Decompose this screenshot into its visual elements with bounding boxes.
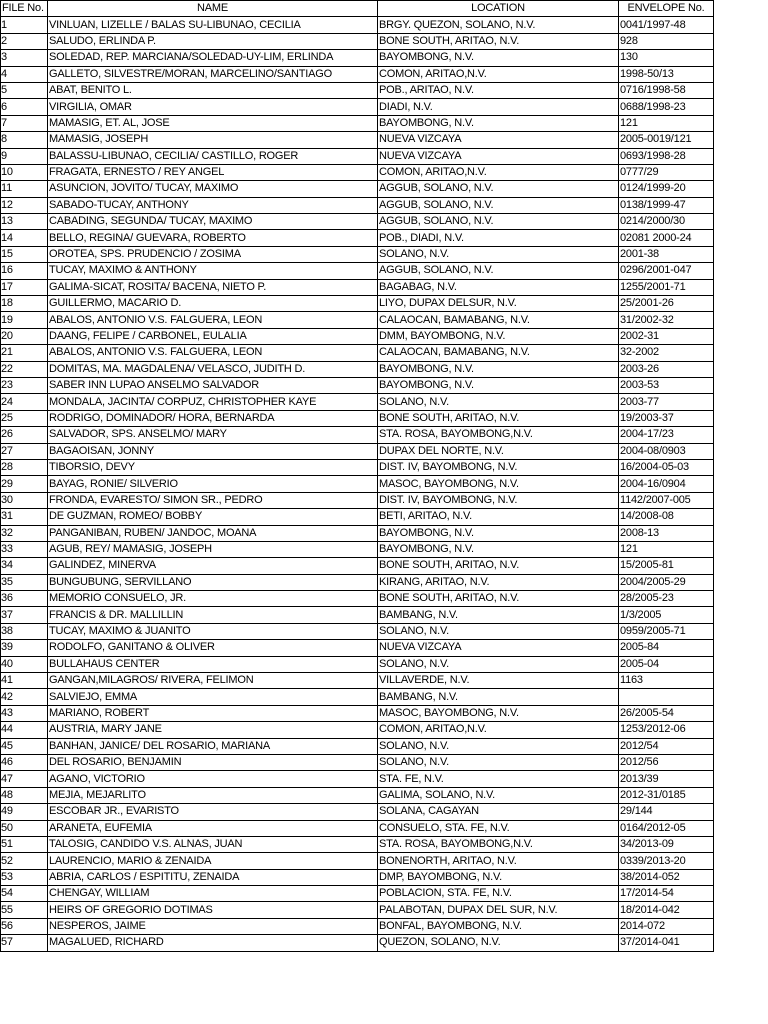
location-cell: VILLAVERDE, N.V. <box>378 673 619 689</box>
file-no-cell: 1 <box>1 17 48 33</box>
file-no-cell: 11 <box>1 181 48 197</box>
file-no-cell: 39 <box>1 640 48 656</box>
envelope-no-cell: 928 <box>619 33 714 49</box>
location-cell: BRGY. QUEZON, SOLANO, N.V. <box>378 17 619 33</box>
envelope-no-cell: 2005-04 <box>619 656 714 672</box>
envelope-no-cell: 32-2002 <box>619 345 714 361</box>
table-row <box>1 804 714 820</box>
envelope-no-cell: 2004-17/23 <box>619 427 714 443</box>
envelope-no-cell: 2003-53 <box>619 377 714 393</box>
table-row <box>1 279 714 295</box>
table-row <box>1 33 714 49</box>
location-cell: NUEVA VIZCAYA <box>378 640 619 656</box>
file-no-cell: 6 <box>1 99 48 115</box>
table-row <box>1 591 714 607</box>
table-row <box>1 656 714 672</box>
header-location: LOCATION <box>378 1 619 17</box>
envelope-no-cell: 37/2014-041 <box>619 935 714 951</box>
table-row <box>1 509 714 525</box>
envelope-no-cell: 121 <box>619 115 714 131</box>
name-cell: SALUDO, ERLINDA P. <box>48 33 378 49</box>
location-cell: SOLANO, N.V. <box>378 623 619 639</box>
name-cell: BALASSU-LIBUNAO, CECILIA/ CASTILLO, ROGER <box>48 148 378 164</box>
table-row <box>1 394 714 410</box>
envelope-no-cell: 2008-13 <box>619 525 714 541</box>
table-row <box>1 66 714 82</box>
table-row <box>1 705 714 721</box>
location-cell: AGGUB, SOLANO, N.V. <box>378 263 619 279</box>
envelope-no-cell: 1255/2001-71 <box>619 279 714 295</box>
name-cell: RODRIGO, DOMINADOR/ HORA, BERNARDA <box>48 410 378 426</box>
envelope-no-cell: 26/2005-54 <box>619 705 714 721</box>
location-cell: PALABOTAN, DUPAX DEL SUR, N.V. <box>378 902 619 918</box>
name-cell: ABALOS, ANTONIO V.S. FALGUERA, LEON <box>48 345 378 361</box>
envelope-no-cell: 0041/1997-48 <box>619 17 714 33</box>
location-cell: BAYOMBONG, N.V. <box>378 115 619 131</box>
file-no-cell: 56 <box>1 918 48 934</box>
file-no-cell: 41 <box>1 673 48 689</box>
location-cell: DUPAX DEL NORTE, N.V. <box>378 443 619 459</box>
table-row <box>1 902 714 918</box>
name-cell: SABADO-TUCAY, ANTHONY <box>48 197 378 213</box>
file-no-cell: 38 <box>1 623 48 639</box>
file-no-cell: 54 <box>1 886 48 902</box>
header-row <box>1 1 714 17</box>
name-cell: GANGAN,MILAGROS/ RIVERA, FELIMON <box>48 673 378 689</box>
file-no-cell: 57 <box>1 935 48 951</box>
envelope-no-cell: 2012-31/0185 <box>619 787 714 803</box>
table-row <box>1 148 714 164</box>
location-cell: STA. ROSA, BAYOMBONG,N.V. <box>378 836 619 852</box>
file-no-cell: 20 <box>1 328 48 344</box>
table-row <box>1 410 714 426</box>
table-row <box>1 738 714 754</box>
table-row <box>1 623 714 639</box>
name-cell: TUCAY, MAXIMO & JUANITO <box>48 623 378 639</box>
envelope-no-cell: 1998-50/13 <box>619 66 714 82</box>
file-no-cell: 34 <box>1 558 48 574</box>
location-cell: SOLANO, N.V. <box>378 394 619 410</box>
file-no-cell: 17 <box>1 279 48 295</box>
name-cell: BULLAHAUS CENTER <box>48 656 378 672</box>
table-row <box>1 50 714 66</box>
envelope-no-cell: 29/144 <box>619 804 714 820</box>
table-row <box>1 82 714 98</box>
envelope-no-cell: 14/2008-08 <box>619 509 714 525</box>
file-no-cell: 32 <box>1 525 48 541</box>
name-cell: SABER INN LUPAO ANSELMO SALVADOR <box>48 377 378 393</box>
table-row <box>1 312 714 328</box>
location-cell: BAMBANG, N.V. <box>378 689 619 705</box>
name-cell: MAMASIG, JOSEPH <box>48 132 378 148</box>
file-no-cell: 24 <box>1 394 48 410</box>
table-row <box>1 492 714 508</box>
file-no-cell: 37 <box>1 607 48 623</box>
envelope-no-cell: 34/2013-09 <box>619 836 714 852</box>
name-cell: AGUB, REY/ MAMASIG, JOSEPH <box>48 541 378 557</box>
envelope-no-cell: 15/2005-81 <box>619 558 714 574</box>
table-row <box>1 263 714 279</box>
name-cell: GALLETO, SILVESTRE/MORAN, MARCELINO/SANTIAGO <box>48 66 378 82</box>
table-row <box>1 427 714 443</box>
name-cell: TUCAY, MAXIMO & ANTHONY <box>48 263 378 279</box>
location-cell: SOLANA, CAGAYAN <box>378 804 619 820</box>
table-row <box>1 345 714 361</box>
location-cell: MASOC, BAYOMBONG, N.V. <box>378 476 619 492</box>
table-row <box>1 574 714 590</box>
table-row <box>1 525 714 541</box>
name-cell: PANGANIBAN, RUBEN/ JANDOC, MOANA <box>48 525 378 541</box>
location-cell: NUEVA VIZCAYA <box>378 148 619 164</box>
table-row <box>1 230 714 246</box>
location-cell: AGGUB, SOLANO, N.V. <box>378 197 619 213</box>
table-row <box>1 115 714 131</box>
name-cell: DE GUZMAN, ROMEO/ BOBBY <box>48 509 378 525</box>
location-cell: DMP, BAYOMBONG, N.V. <box>378 869 619 885</box>
envelope-no-cell: 2002-31 <box>619 328 714 344</box>
table-row <box>1 377 714 393</box>
header-file-no: FILE No. <box>1 1 48 17</box>
location-cell: DIST. IV, BAYOMBONG, N.V. <box>378 459 619 475</box>
envelope-no-cell: 1253/2012-06 <box>619 722 714 738</box>
file-no-cell: 47 <box>1 771 48 787</box>
file-no-cell: 52 <box>1 853 48 869</box>
file-no-cell: 15 <box>1 246 48 262</box>
table-row <box>1 328 714 344</box>
location-cell: SOLANO, N.V. <box>378 656 619 672</box>
envelope-no-cell <box>619 689 714 705</box>
table-row <box>1 673 714 689</box>
table-row <box>1 99 714 115</box>
file-no-cell: 44 <box>1 722 48 738</box>
location-cell: QUEZON, SOLANO, N.V. <box>378 935 619 951</box>
file-no-cell: 12 <box>1 197 48 213</box>
file-no-cell: 46 <box>1 754 48 770</box>
envelope-no-cell: 0716/1998-58 <box>619 82 714 98</box>
name-cell: ESCOBAR JR., EVARISTO <box>48 804 378 820</box>
file-no-cell: 42 <box>1 689 48 705</box>
file-no-cell: 35 <box>1 574 48 590</box>
envelope-no-cell: 2012/56 <box>619 754 714 770</box>
file-no-cell: 3 <box>1 50 48 66</box>
location-cell: BAYOMBONG, N.V. <box>378 361 619 377</box>
location-cell: AGGUB, SOLANO, N.V. <box>378 181 619 197</box>
envelope-no-cell: 17/2014-54 <box>619 886 714 902</box>
file-no-cell: 7 <box>1 115 48 131</box>
name-cell: AUSTRIA, MARY JANE <box>48 722 378 738</box>
name-cell: MAGALUED, RICHARD <box>48 935 378 951</box>
file-no-cell: 30 <box>1 492 48 508</box>
table-row <box>1 181 714 197</box>
name-cell: DEL ROSARIO, BENJAMIN <box>48 754 378 770</box>
location-cell: CONSUELO, STA. FE, N.V. <box>378 820 619 836</box>
envelope-no-cell: 2003-26 <box>619 361 714 377</box>
table-row <box>1 771 714 787</box>
location-cell: NUEVA VIZCAYA <box>378 132 619 148</box>
location-cell: COMON, ARITAO,N.V. <box>378 66 619 82</box>
header-name: NAME <box>48 1 378 17</box>
name-cell: TIBORSIO, DEVY <box>48 459 378 475</box>
envelope-no-cell: 2014-072 <box>619 918 714 934</box>
envelope-no-cell: 2004/2005-29 <box>619 574 714 590</box>
file-no-cell: 33 <box>1 541 48 557</box>
location-cell: BAMBANG, N.V. <box>378 607 619 623</box>
envelope-no-cell: 121 <box>619 541 714 557</box>
envelope-no-cell: 2003-77 <box>619 394 714 410</box>
location-cell: SOLANO, N.V. <box>378 246 619 262</box>
name-cell: MONDALA, JACINTA/ CORPUZ, CHRISTOPHER KAYE <box>48 394 378 410</box>
envelope-no-cell: 2012/54 <box>619 738 714 754</box>
file-no-cell: 8 <box>1 132 48 148</box>
file-no-cell: 19 <box>1 312 48 328</box>
name-cell: ARANETA, EUFEMIA <box>48 820 378 836</box>
envelope-no-cell: 0339/2013-20 <box>619 853 714 869</box>
name-cell: BELLO, REGINA/ GUEVARA, ROBERTO <box>48 230 378 246</box>
envelope-no-cell: 2001-38 <box>619 246 714 262</box>
table-row <box>1 820 714 836</box>
name-cell: SALVADOR, SPS. ANSELMO/ MARY <box>48 427 378 443</box>
table-row <box>1 607 714 623</box>
location-cell: STA. ROSA, BAYOMBONG,N.V. <box>378 427 619 443</box>
file-no-cell: 22 <box>1 361 48 377</box>
location-cell: COMON, ARITAO,N.V. <box>378 722 619 738</box>
location-cell: DIST. IV, BAYOMBONG, N.V. <box>378 492 619 508</box>
name-cell: FRANCIS & DR. MALLILLIN <box>48 607 378 623</box>
file-no-cell: 31 <box>1 509 48 525</box>
envelope-no-cell: 0138/1999-47 <box>619 197 714 213</box>
file-no-cell: 49 <box>1 804 48 820</box>
name-cell: VINLUAN, LIZELLE / BALAS SU-LIBUNAO, CECILIA <box>48 17 378 33</box>
table-row <box>1 443 714 459</box>
location-cell: BONE SOUTH, ARITAO, N.V. <box>378 591 619 607</box>
envelope-no-cell: 2005-0019/121 <box>619 132 714 148</box>
name-cell: AGANO, VICTORIO <box>48 771 378 787</box>
name-cell: DAANG, FELIPE / CARBONEL, EULALIA <box>48 328 378 344</box>
location-cell: BONE SOUTH, ARITAO, N.V. <box>378 410 619 426</box>
name-cell: BAYAG, RONIE/ SILVERIO <box>48 476 378 492</box>
table-row <box>1 541 714 557</box>
table-row <box>1 132 714 148</box>
envelope-no-cell: 25/2001-26 <box>619 296 714 312</box>
file-no-cell: 9 <box>1 148 48 164</box>
file-no-cell: 51 <box>1 836 48 852</box>
file-no-cell: 10 <box>1 164 48 180</box>
file-no-cell: 23 <box>1 377 48 393</box>
table-row <box>1 361 714 377</box>
location-cell: BONE SOUTH, ARITAO, N.V. <box>378 558 619 574</box>
location-cell: BAYOMBONG, N.V. <box>378 377 619 393</box>
location-cell: GALIMA, SOLANO, N.V. <box>378 787 619 803</box>
file-no-cell: 36 <box>1 591 48 607</box>
name-cell: NESPEROS, JAIME <box>48 918 378 934</box>
location-cell: BAYOMBONG, N.V. <box>378 50 619 66</box>
envelope-no-cell: 1142/2007-005 <box>619 492 714 508</box>
name-cell: MAMASIG, ET. AL, JOSE <box>48 115 378 131</box>
name-cell: LAURENCIO, MARIO & ZENAIDA <box>48 853 378 869</box>
location-cell: DIADI, N.V. <box>378 99 619 115</box>
table-row <box>1 869 714 885</box>
envelope-no-cell: 0164/2012-05 <box>619 820 714 836</box>
name-cell: MEMORIO CONSUELO, JR. <box>48 591 378 607</box>
table-row <box>1 640 714 656</box>
table-row <box>1 836 714 852</box>
envelope-no-cell: 0214/2000/30 <box>619 214 714 230</box>
table-row <box>1 214 714 230</box>
name-cell: FRAGATA, ERNESTO / REY ANGEL <box>48 164 378 180</box>
location-cell: KIRANG, ARITAO, N.V. <box>378 574 619 590</box>
name-cell: HEIRS OF GREGORIO DOTIMAS <box>48 902 378 918</box>
location-cell: SOLANO, N.V. <box>378 754 619 770</box>
location-cell: BONE SOUTH, ARITAO, N.V. <box>378 33 619 49</box>
name-cell: ABALOS, ANTONIO V.S. FALGUERA, LEON <box>48 312 378 328</box>
table-row <box>1 689 714 705</box>
table-row <box>1 787 714 803</box>
name-cell: BANHAN, JANICE/ DEL ROSARIO, MARIANA <box>48 738 378 754</box>
name-cell: DOMITAS, MA. MAGDALENA/ VELASCO, JUDITH D. <box>48 361 378 377</box>
table-body <box>1 17 714 951</box>
name-cell: ABRIA, CARLOS / ESPITITU, ZENAIDA <box>48 869 378 885</box>
envelope-no-cell: 0688/1998-23 <box>619 99 714 115</box>
file-no-cell: 27 <box>1 443 48 459</box>
envelope-no-cell: 02081 2000-24 <box>619 230 714 246</box>
envelope-no-cell: 28/2005-23 <box>619 591 714 607</box>
location-cell: BONENORTH, ARITAO, N.V. <box>378 853 619 869</box>
file-no-cell: 2 <box>1 33 48 49</box>
table-row <box>1 918 714 934</box>
table-row <box>1 935 714 951</box>
table-row <box>1 459 714 475</box>
location-cell: CALAOCAN, BAMABANG, N.V. <box>378 312 619 328</box>
envelope-no-cell: 2005-84 <box>619 640 714 656</box>
location-cell: POBLACION, STA. FE, N.V. <box>378 886 619 902</box>
location-cell: SOLANO, N.V. <box>378 738 619 754</box>
name-cell: RODOLFO, GANITANO & OLIVER <box>48 640 378 656</box>
file-no-cell: 13 <box>1 214 48 230</box>
name-cell: BAGAOISAN, JONNY <box>48 443 378 459</box>
file-no-cell: 26 <box>1 427 48 443</box>
table-row <box>1 296 714 312</box>
location-cell: BAYOMBONG, N.V. <box>378 525 619 541</box>
location-cell: CALAOCAN, BAMABANG, N.V. <box>378 345 619 361</box>
file-no-cell: 48 <box>1 787 48 803</box>
location-cell: BAGABAG, N.V. <box>378 279 619 295</box>
file-no-cell: 18 <box>1 296 48 312</box>
table-row <box>1 164 714 180</box>
location-cell: DMM, BAYOMBONG, N.V. <box>378 328 619 344</box>
file-no-cell: 55 <box>1 902 48 918</box>
envelope-no-cell: 130 <box>619 50 714 66</box>
location-cell: AGGUB, SOLANO, N.V. <box>378 214 619 230</box>
file-no-cell: 50 <box>1 820 48 836</box>
header-envelope-no: ENVELOPE No. <box>619 1 714 17</box>
envelope-no-cell: 1/3/2005 <box>619 607 714 623</box>
name-cell: GALIMA-SICAT, ROSITA/ BACENA, NIETO P. <box>48 279 378 295</box>
location-cell: STA. FE, N.V. <box>378 771 619 787</box>
name-cell: GUILLERMO, MACARIO D. <box>48 296 378 312</box>
file-no-cell: 43 <box>1 705 48 721</box>
location-cell: COMON, ARITAO,N.V. <box>378 164 619 180</box>
envelope-no-cell: 18/2014-042 <box>619 902 714 918</box>
envelope-no-cell: 0777/29 <box>619 164 714 180</box>
file-no-cell: 14 <box>1 230 48 246</box>
name-cell: SOLEDAD, REP. MARCIANA/SOLEDAD-UY-LIM, ERLINDA <box>48 50 378 66</box>
table-row <box>1 246 714 262</box>
envelope-no-cell: 31/2002-32 <box>619 312 714 328</box>
location-cell: POB., DIADI, N.V. <box>378 230 619 246</box>
file-no-cell: 4 <box>1 66 48 82</box>
name-cell: MARIANO, ROBERT <box>48 705 378 721</box>
envelope-no-cell: 0693/1998-28 <box>619 148 714 164</box>
table-row <box>1 476 714 492</box>
file-no-cell: 53 <box>1 869 48 885</box>
file-no-cell: 25 <box>1 410 48 426</box>
name-cell: GALINDEZ, MINERVA <box>48 558 378 574</box>
name-cell: BUNGUBUNG, SERVILLANO <box>48 574 378 590</box>
file-no-cell: 16 <box>1 263 48 279</box>
location-cell: MASOC, BAYOMBONG, N.V. <box>378 705 619 721</box>
envelope-no-cell: 1163 <box>619 673 714 689</box>
envelope-no-cell: 0124/1999-20 <box>619 181 714 197</box>
name-cell: SALVIEJO, EMMA <box>48 689 378 705</box>
name-cell: FRONDA, EVARESTO/ SIMON SR., PEDRO <box>48 492 378 508</box>
table-row <box>1 853 714 869</box>
file-no-cell: 29 <box>1 476 48 492</box>
file-no-cell: 45 <box>1 738 48 754</box>
table-row <box>1 17 714 33</box>
envelope-no-cell: 16/2004-05-03 <box>619 459 714 475</box>
name-cell: VIRGILIA, OMAR <box>48 99 378 115</box>
envelope-no-cell: 38/2014-052 <box>619 869 714 885</box>
envelope-no-cell: 0296/2001-047 <box>619 263 714 279</box>
envelope-no-cell: 2004-16/0904 <box>619 476 714 492</box>
location-cell: BONFAL, BAYOMBONG, N.V. <box>378 918 619 934</box>
name-cell: CABADING, SEGUNDA/ TUCAY, MAXIMO <box>48 214 378 230</box>
file-no-cell: 28 <box>1 459 48 475</box>
location-cell: BAYOMBONG, N.V. <box>378 541 619 557</box>
table-row <box>1 722 714 738</box>
name-cell: MEJIA, MEJARLITO <box>48 787 378 803</box>
envelope-no-cell: 2013/39 <box>619 771 714 787</box>
location-cell: POB., ARITAO, N.V. <box>378 82 619 98</box>
table-row <box>1 886 714 902</box>
table-row <box>1 197 714 213</box>
envelope-no-cell: 2004-08/0903 <box>619 443 714 459</box>
name-cell: ABAT, BENITO L. <box>48 82 378 98</box>
name-cell: OROTEA, SPS. PRUDENCIO / ZOSIMA <box>48 246 378 262</box>
file-no-cell: 40 <box>1 656 48 672</box>
envelope-no-cell: 0959/2005-71 <box>619 623 714 639</box>
file-no-cell: 5 <box>1 82 48 98</box>
location-cell: LIYO, DUPAX DELSUR, N.V. <box>378 296 619 312</box>
name-cell: CHENGAY, WILLIAM <box>48 886 378 902</box>
name-cell: ASUNCION, JOVITO/ TUCAY, MAXIMO <box>48 181 378 197</box>
name-cell: TALOSIG, CANDIDO V.S. ALNAS, JUAN <box>48 836 378 852</box>
file-no-cell: 21 <box>1 345 48 361</box>
location-cell: BETI, ARITAO, N.V. <box>378 509 619 525</box>
envelope-no-cell: 19/2003-37 <box>619 410 714 426</box>
table-row <box>1 558 714 574</box>
table-row <box>1 754 714 770</box>
